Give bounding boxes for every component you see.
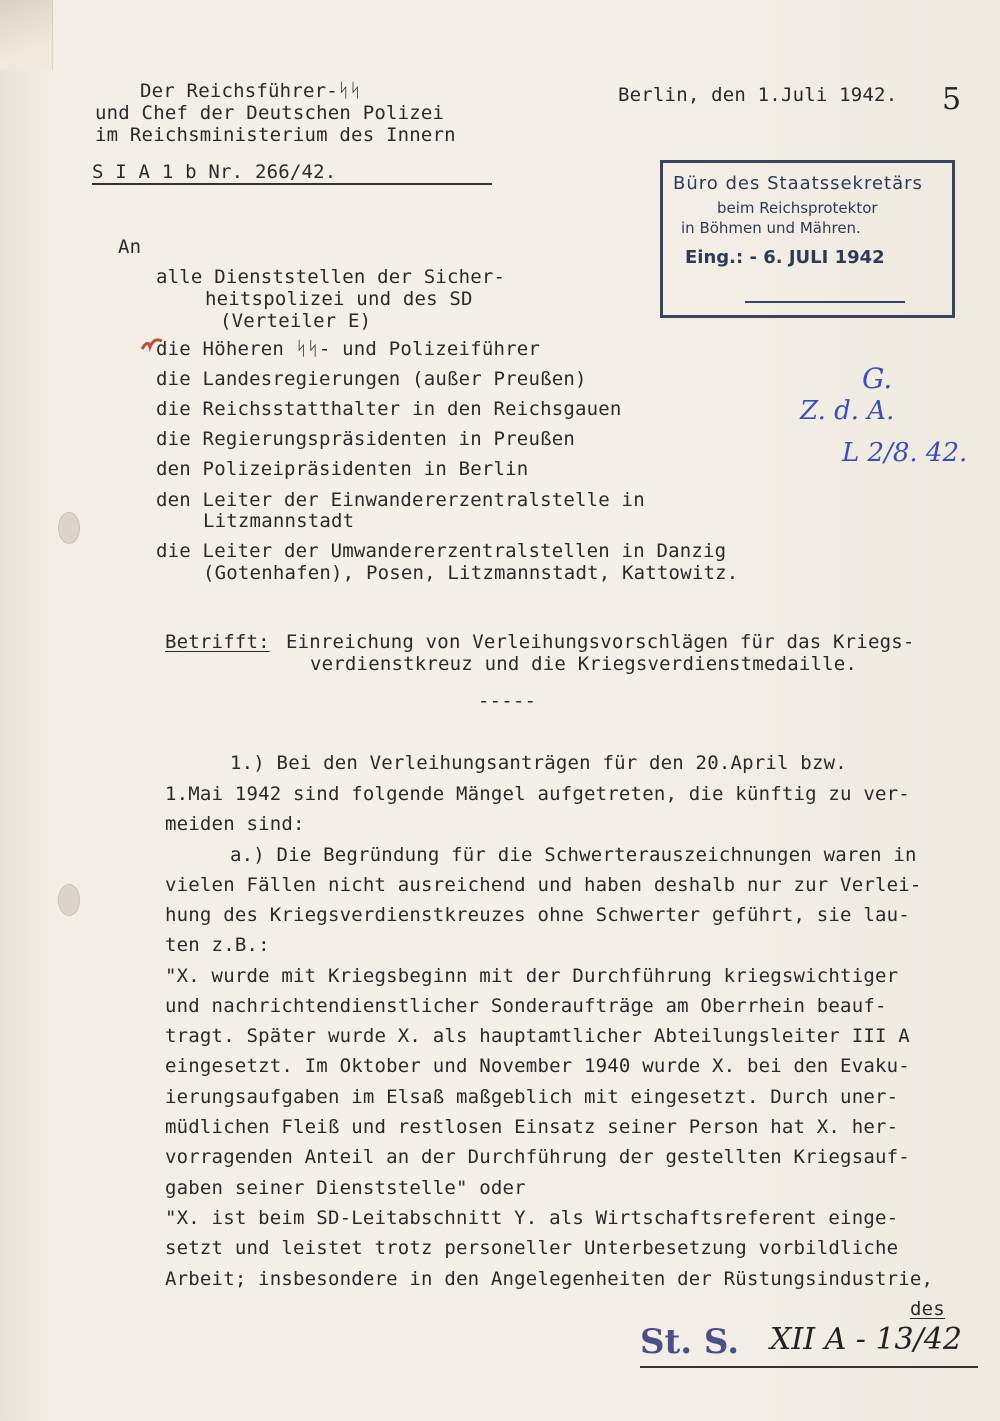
- body-line: ten z.B.:: [165, 934, 270, 956]
- sender-line-1: Der Reichsführer-ᛋᛋ: [140, 80, 362, 102]
- recipient-item: die Landesregierungen (außer Preußen): [156, 368, 587, 390]
- recipient-item: heitspolizei und des SD: [205, 288, 473, 310]
- recipient-item: die Leiter der Umwandererzentralstellen in Danzig: [156, 540, 727, 562]
- sender-line-3: im Reichsministerium des Innern: [95, 124, 456, 146]
- reference-number: S I A 1 b Nr. 266/42.: [92, 161, 337, 183]
- stamp-line-1: Büro des Staatssekretärs: [673, 173, 923, 194]
- recipient-item: alle Dienststellen der Sicher-: [156, 266, 506, 288]
- body-line: müdlichen Fleiß und restlosen Einsatz seiner Person hat X. her-: [165, 1116, 899, 1138]
- footer-stamp-ref: St. S.: [640, 1322, 740, 1362]
- recipient-item: den Leiter der Einwandererzentralstelle in: [156, 489, 645, 511]
- stamp-date: Eing.: - 6. JULI 1942: [685, 247, 885, 268]
- subject-label: Betrifft:: [165, 631, 270, 653]
- handwritten-date: L 2/8. 42.: [842, 438, 968, 468]
- subject-line-2: verdienstkreuz und die Kriegsverdienstmedaille.: [310, 653, 858, 675]
- footer-handwritten-ref: XII A - 13/42: [770, 1322, 962, 1357]
- body-line: tragt. Später wurde X. als hauptamtlicher Abteilungsleiter III A: [165, 1025, 910, 1047]
- reference-underline: [92, 183, 492, 185]
- recipient-item: Litzmannstadt: [203, 510, 355, 532]
- page-edge-fold: [0, 0, 53, 70]
- body-line: "X. wurde mit Kriegsbeginn mit der Durchführung kriegswichtiger: [165, 965, 899, 987]
- handwritten-initial: G.: [862, 362, 893, 395]
- body-line: 1.) Bei den Verleihungsanträgen für den 20.April bzw.: [230, 752, 847, 774]
- punch-hole-bottom: [58, 884, 80, 916]
- body-line: ierungsaufgaben im Elsaß maßgeblich mit eingesetzt. Durch uner-: [165, 1086, 899, 1108]
- subject-line-1: Einreichung von Verleihungsvorschlägen für das Kriegs-: [286, 631, 915, 653]
- recipients-heading: An: [118, 236, 142, 258]
- body-line: 1.Mai 1942 sind folgende Mängel aufgetreten, die künftig zu ver-: [165, 783, 910, 805]
- received-stamp: [660, 160, 955, 318]
- recipient-item: die Höheren ᛋᛋ- und Polizeiführer: [156, 338, 541, 360]
- page-number: 5: [942, 82, 962, 117]
- stamp-line-2: beim Reichsprotektor: [717, 199, 878, 217]
- punch-hole-top: [58, 512, 80, 544]
- continuation-word: des: [910, 1298, 945, 1320]
- stamp-line-3: in Böhmen und Mähren.: [681, 219, 861, 237]
- body-line: eingesetzt. Im Oktober und November 1940 wurde X. bei den Evaku-: [165, 1055, 910, 1077]
- sender-line-2: und Chef der Deutschen Polizei: [95, 102, 445, 124]
- recipient-item: (Verteiler E): [220, 310, 372, 332]
- body-line: und nachrichtendienstlicher Sonderaufträge am Oberrhein beauf-: [165, 995, 887, 1017]
- body-line: hung des Kriegsverdienstkreuzes ohne Schwerter geführt, sie lau-: [165, 904, 910, 926]
- body-line: vielen Fällen nicht ausreichend und haben deshalb nur zur Verlei-: [165, 874, 922, 896]
- recipient-item: die Reichsstatthalter in den Reichsgauen: [156, 398, 622, 420]
- body-line: gaben seiner Dienststelle" oder: [165, 1177, 526, 1199]
- body-line: Arbeit; insbesondere in den Angelegenheiten der Rüstungsindustrie,: [165, 1268, 934, 1290]
- recipient-item: (Gotenhafen), Posen, Litzmannstadt, Kattowitz.: [203, 562, 739, 584]
- body-line: setzt und leistet trotz personeller Unterbesetzung vorbildliche: [165, 1237, 899, 1259]
- body-line: a.) Die Begründung für die Schwerterauszeichnungen waren in: [230, 844, 917, 866]
- body-line: "X. ist beim SD-Leitabschnitt Y. als Wirtschaftsreferent einge-: [165, 1207, 899, 1229]
- letter-date: Berlin, den 1.Juli 1942.: [618, 84, 898, 106]
- recipient-item: die Regierungspräsidenten in Preußen: [156, 428, 576, 450]
- body-line: vorragenden Anteil an der Durchführung der gestellten Kriegsauf-: [165, 1146, 910, 1168]
- footer-underline: [640, 1366, 978, 1368]
- subject-separator: -----: [478, 690, 537, 712]
- recipient-item: den Polizeipräsidenten in Berlin: [156, 458, 529, 480]
- stamp-rule: [745, 301, 905, 303]
- handwritten-zda: Z. d. A.: [800, 396, 895, 426]
- body-line: meiden sind:: [165, 813, 305, 835]
